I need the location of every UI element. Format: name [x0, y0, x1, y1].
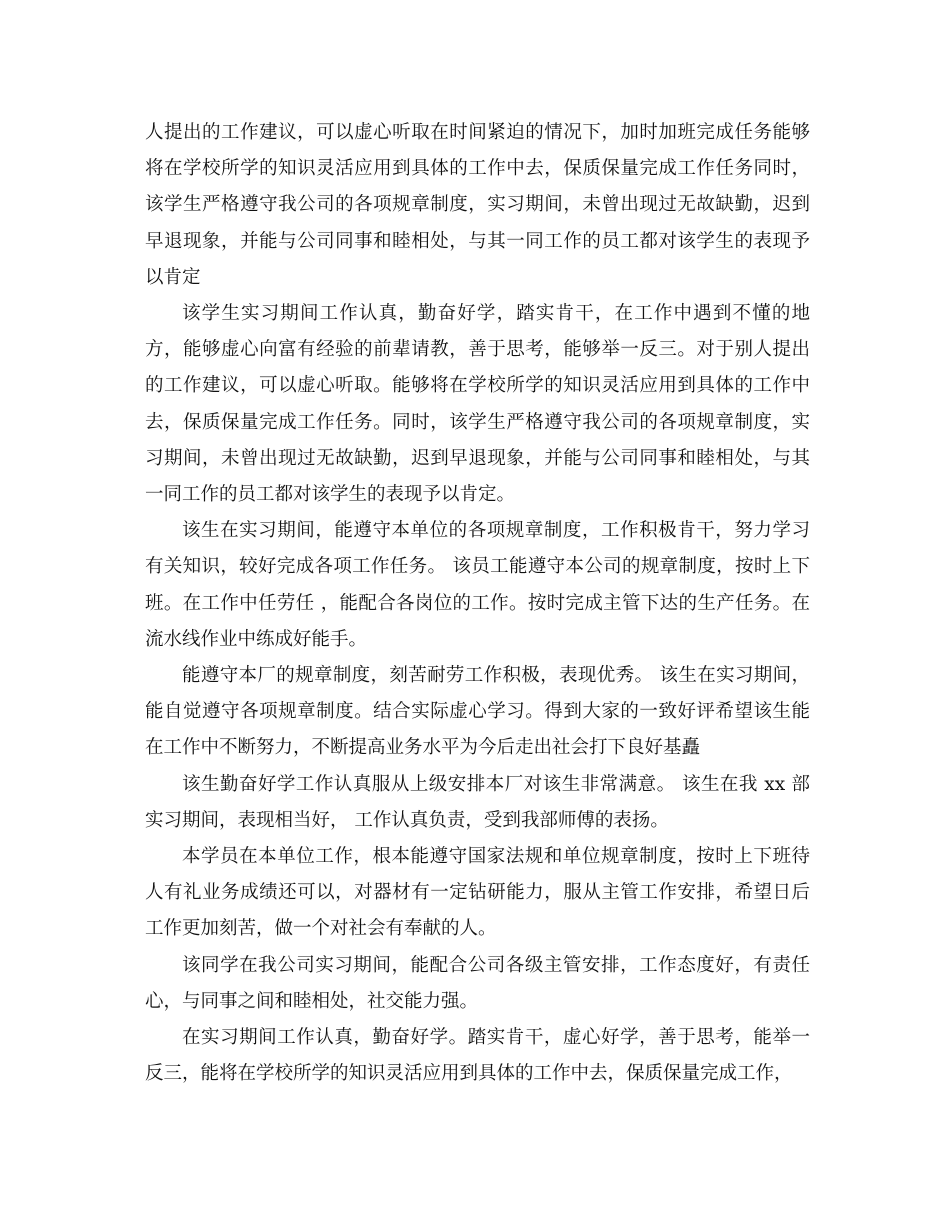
paragraph-8: 在实习期间工作认真，勤奋好学。踏实肯干，虚心好学，善于思考，能举一反三，能将在学校所学的知识灵活应用到具体的工作中去，保质保量完成工作， — [145, 1027, 810, 1085]
paragraph-5: 该生勤奋好学工作认真服从上级安排本厂对该生非常满意。 该生在我 xx 部实习期间，表现相当好， 工作认真负责，受到我部师傅的表扬。 — [145, 773, 810, 831]
paragraph-7: 该同学在我公司实习期间，能配合公司各级主管安排，工作态度好，有责任心，与同事之间和睦相处，社交能力强。 — [145, 954, 810, 1012]
paragraph-6: 本学员在本单位工作，根本能遵守国家法规和单位规章制度，按时上下班待人有礼业务成绩还可以，对器材有一定钻研能力，服从主管工作安排，希望日后工作更加刻苦，做一个对社会有奉献的人。 — [145, 846, 810, 940]
paragraph-1: 人提出的工作建议，可以虚心听取在时间紧迫的情况下，加时加班完成任务能够将在学校所学的知识灵活应用到具体的工作中去，保质保量完成工作任务同时，该学生严格遵守我公司的各项规章制度，实习期间，未曾出现过无故缺勤，迟到早退现象，并能与公司同事和睦相处，与其一同工作的员工都对该学生的表现予以肯定 — [145, 122, 810, 288]
paragraph-3: 该生在实习期间，能遵守本单位的各项规章制度，工作积极肯干，努力学习有关知识，较好完成各项工作任务。 该员工能遵守本公司的规章制度，按时上下班。在工作中任劳任 ，能配合各岗位的工作。按时完成主管下达的生产任务。在流水线作业中练成好能手。 — [145, 520, 810, 650]
paragraph-2: 该学生实习期间工作认真，勤奋好学，踏实肯干，在工作中遇到不懂的地方，能够虚心向富有经验的前辈请教，善于思考，能够举一反三。对于别人提出的工作建议，可以虚心听取。能够将在学校所学的知识灵活应用到具体的工作中去，保质保量完成工作任务。同时，该学生严格遵守我公司的各项规章制度，实习期间，未曾出现过无故缺勤，迟到早退现象，并能与公司同事和睦相处，与其一同工作的员工都对该学生的表现予以肯定。 — [145, 303, 810, 506]
document-body — [145, 115, 810, 1092]
paragraph-4: 能遵守本厂的规章制度，刻苦耐劳工作积极，表现优秀。 该生在实习期间，能自觉遵守各项规章制度。结合实际虚心学习。得到大家的一致好评希望该生能在工作中不断努力，不断提高业务水平为今后走出社会打下良好基矗 — [145, 665, 810, 759]
